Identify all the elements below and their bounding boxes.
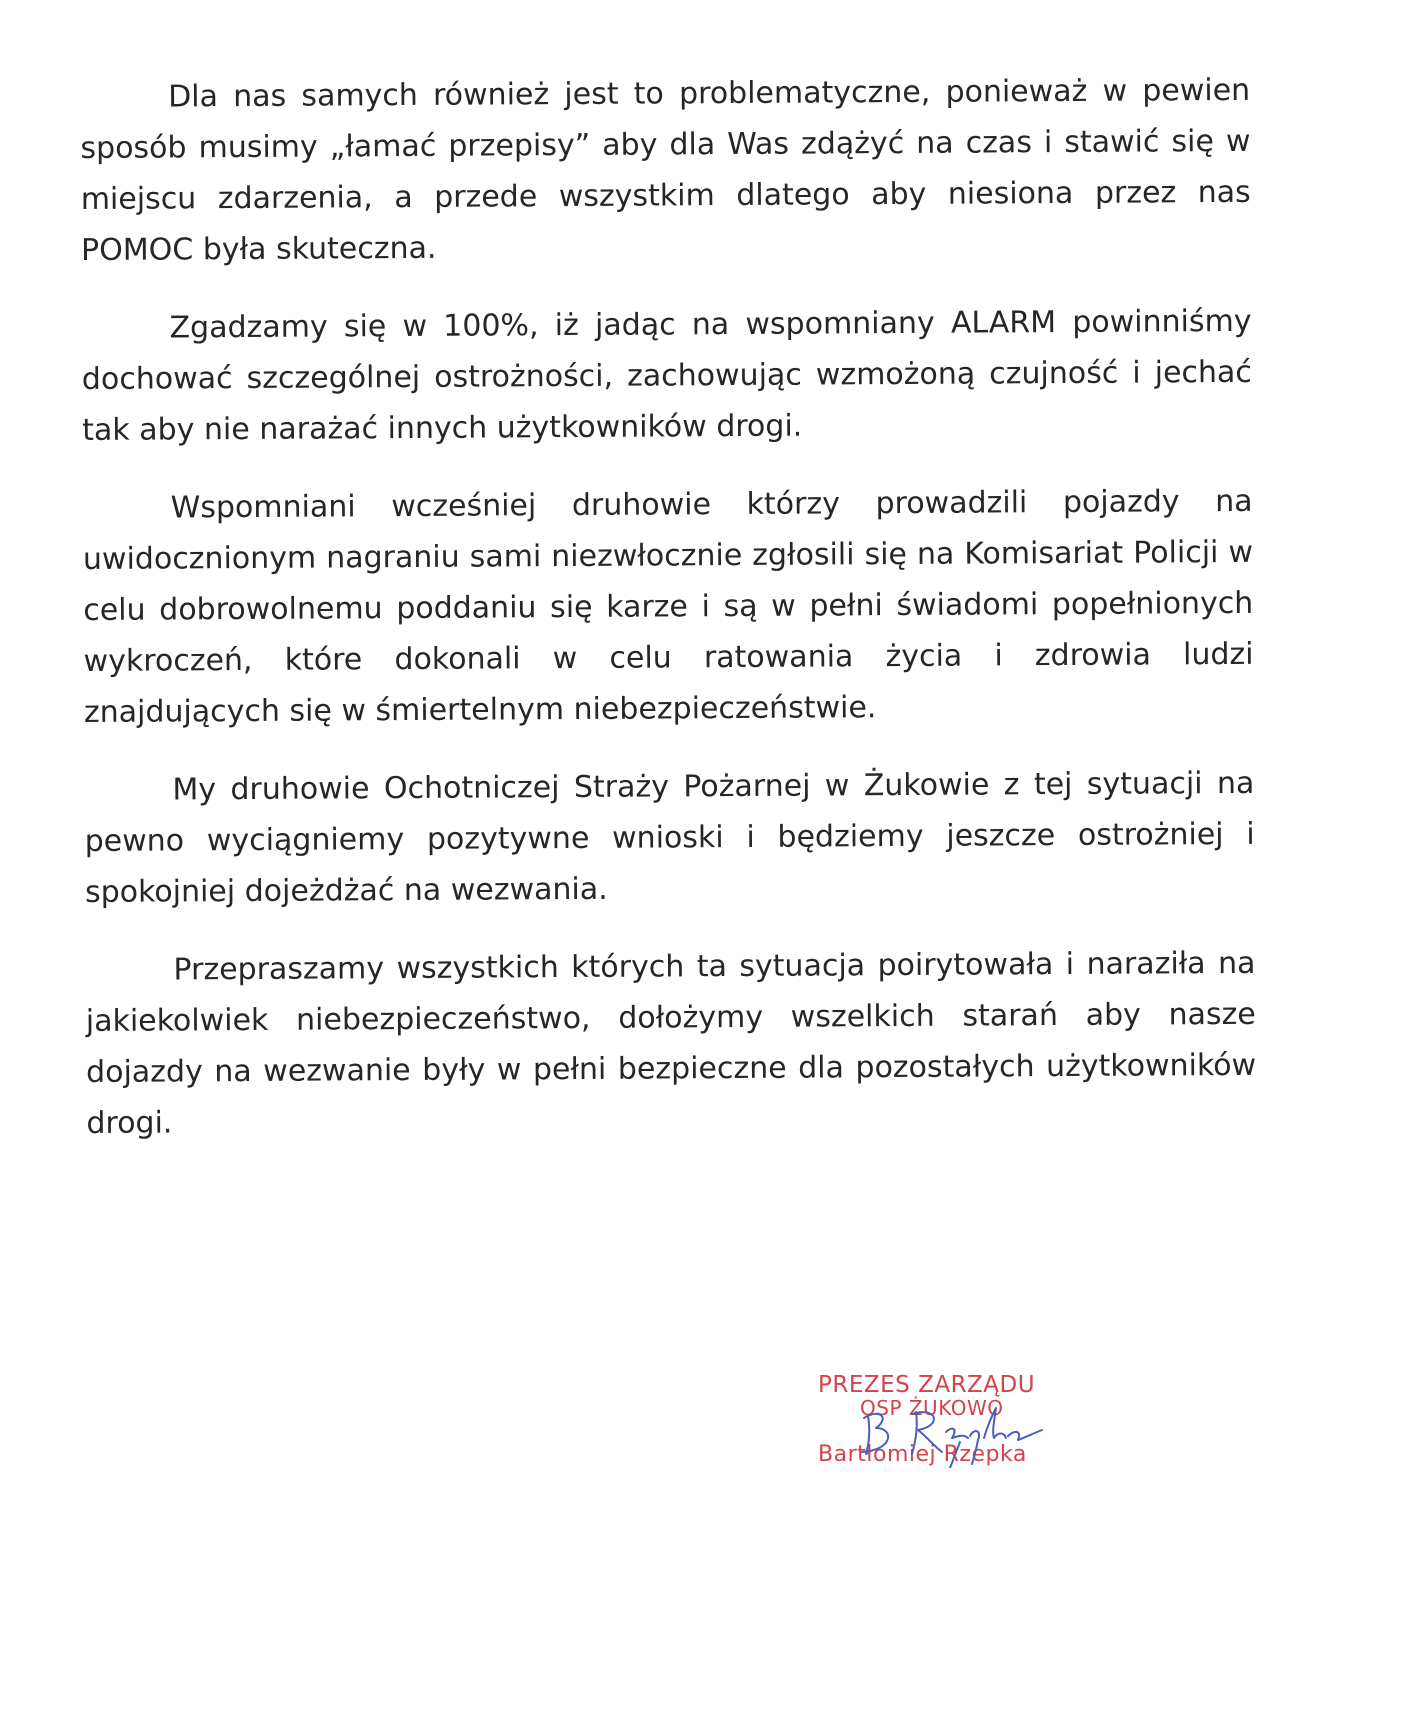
paragraph-3: Wspomniani wcześniej druhowie którzy prowadzili pojazdy na uwidocznionym nagraniu sami niezwłocznie zgłosili się na Komisariat Policji w celu dobrowolnemu poddaniu się karze i są w pełni świadomi popełnionych wykroczeń, które dokonali w celu ratowania życia i zdrowia ludzi znajdujących się w śmiertelnym niebezpieczeństwie. xyxy=(82,483,1254,730)
stamp-title: PREZES ZARZĄDU xyxy=(818,1372,1036,1398)
paragraph-2: Zgadzamy się w 100%, iż jadąc na wspomniany ALARM powinniśmy dochować szczególnej ostrożności, zachowując wzmożoną czujność i jechać tak aby nie narażać innych użytkowników drogi. xyxy=(81,303,1252,448)
paragraph-5: Przepraszamy wszystkich których ta sytuacja poirytowała i naraziła na jakiekolwiek niebezpieczeństwo, dołożymy wszelkich starań aby nasze dojazdy na wezwanie były w pełni bezpieczne dla pozostałych użytkowników drogi. xyxy=(85,945,1257,1141)
handwritten-signature xyxy=(846,1398,1056,1468)
paragraph-4: My druhowie Ochotniczej Straży Pożarnej w Żukowie z tej sytuacji na pewno wyciągniemy pozytywne wnioski i będziemy jeszcze ostrożniej i spokojniej dojeżdżać na wezwania. xyxy=(84,765,1255,910)
president-stamp xyxy=(818,1372,1068,1482)
stamp-organization: OSP ŻUKOWO xyxy=(860,1396,1004,1420)
letter-body xyxy=(80,65,1257,1176)
paragraph-1: Dla nas samych również jest to problematyczne, ponieważ w pewien sposób musimy „łamać przepisy” aby dla Was zdążyć na czas i stawić się w miejscu zdarzenia, a przede wszystkim dlatego aby niesiona przez nas POMOC była skuteczna. xyxy=(80,72,1251,268)
stamp-name: Bartłomiej Rzepka xyxy=(818,1442,1027,1467)
